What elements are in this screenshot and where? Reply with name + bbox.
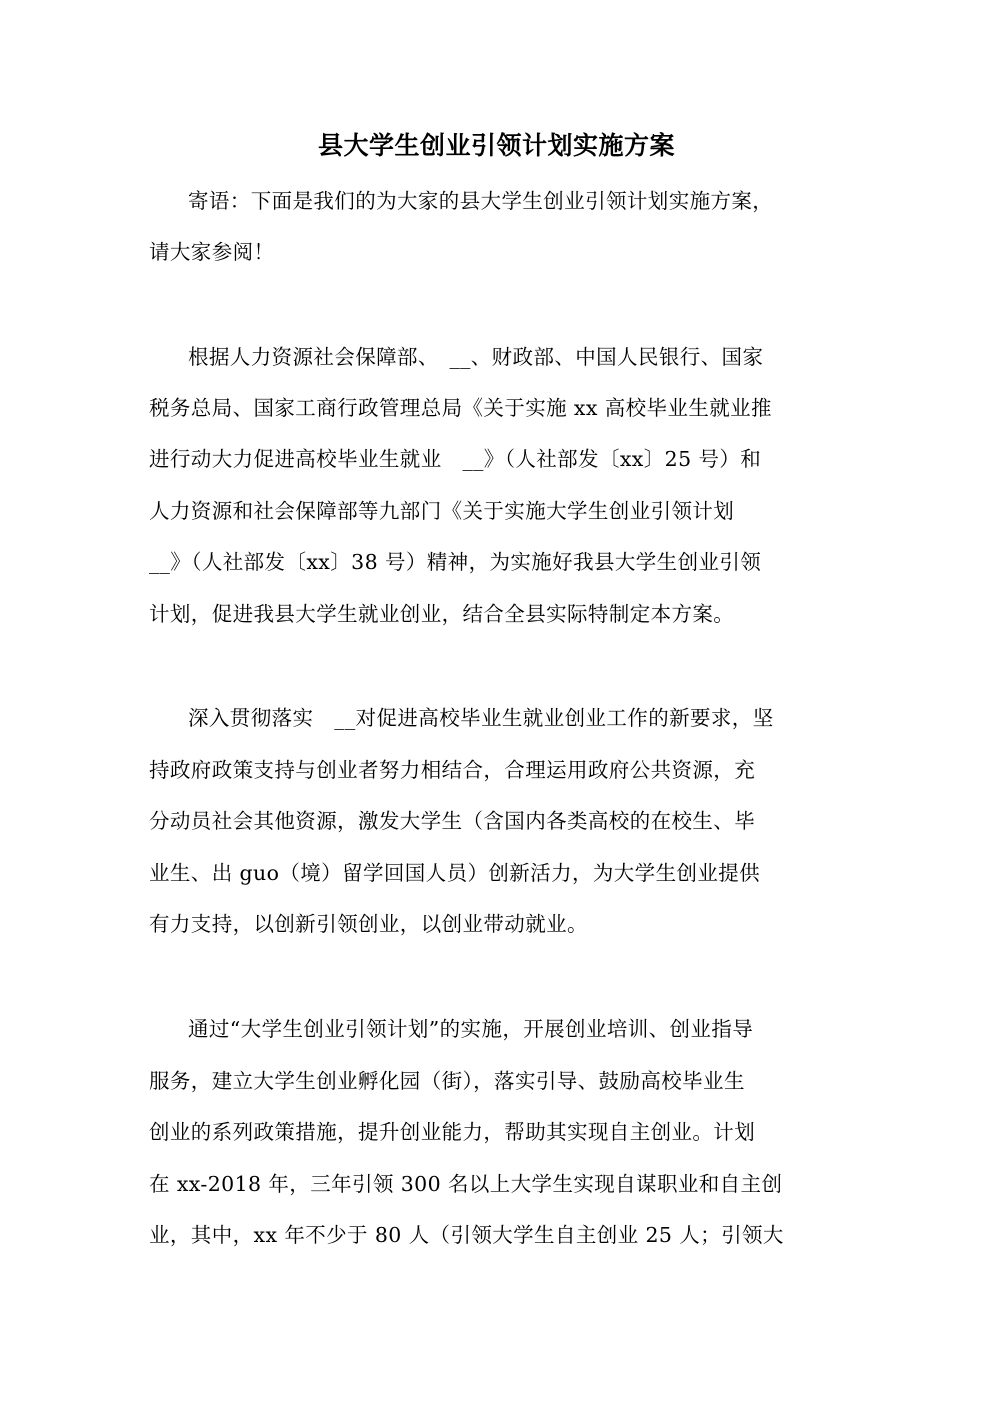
paragraph-3-line: 在 xx-2018 年，三年引领 300 名以上大学生实现自谋职业和自主创 [149, 1172, 783, 1196]
paragraph-2-line: 业生、出 guo（境）留学回国人员）创新活力，为大学生创业提供 [149, 861, 761, 885]
paragraph-1-line: __》（人社部发〔xx〕38 号）精神，为实施好我县大学生创业引领 [149, 550, 762, 574]
paragraph-2-line: 持政府政策支持与创业者努力相结合，合理运用政府公共资源，充 [149, 758, 756, 782]
paragraph-2-line: 有力支持，以创新引领创业，以创业带动就业。 [149, 912, 588, 936]
paragraph-1-line: 根据人力资源社会保障部、 __、财政部、中国人民银行、国家 [188, 345, 764, 369]
paragraph-1-line: 人力资源和社会保障部等九部门《关于实施大学生创业引领计划 [149, 499, 735, 523]
intro-line: 寄语：下面是我们的为大家的县大学生创业引领计划实施方案， [188, 189, 774, 213]
paragraph-1-line: 计划，促进我县大学生就业创业，结合全县实际特制定本方案。 [149, 602, 735, 626]
paragraph-3-line: 服务，建立大学生创业孵化园（街），落实引导、鼓励高校毕业生 [149, 1069, 745, 1093]
paragraph-1-line: 进行动大力促进高校毕业生就业 __》（人社部发〔xx〕25 号）和 [149, 447, 762, 471]
paragraph-3-line: 通过“大学生创业引领计划”的实施，开展创业培训、创业指导 [188, 1017, 754, 1041]
paragraph-2-line: 深入贯彻落实 __对促进高校毕业生就业创业工作的新要求，坚 [188, 706, 774, 730]
paragraph-3-line: 业，其中，xx 年不少于 80 人（引领大学生自主创业 25 人；引领大 [149, 1223, 784, 1247]
paragraph-2-line: 分动员社会其他资源，激发大学生（含国内各类高校的在校生、毕 [149, 809, 756, 833]
paragraph-1-line: 税务总局、国家工商行政管理总局《关于实施 xx 高校毕业生就业推 [149, 396, 772, 420]
document-title: 县大学生创业引领计划实施方案 [317, 131, 675, 160]
intro-line: 请大家参阅！ [149, 240, 275, 264]
paragraph-3-line: 创业的系列政策措施，提升创业能力，帮助其实现自主创业。计划 [149, 1120, 756, 1144]
